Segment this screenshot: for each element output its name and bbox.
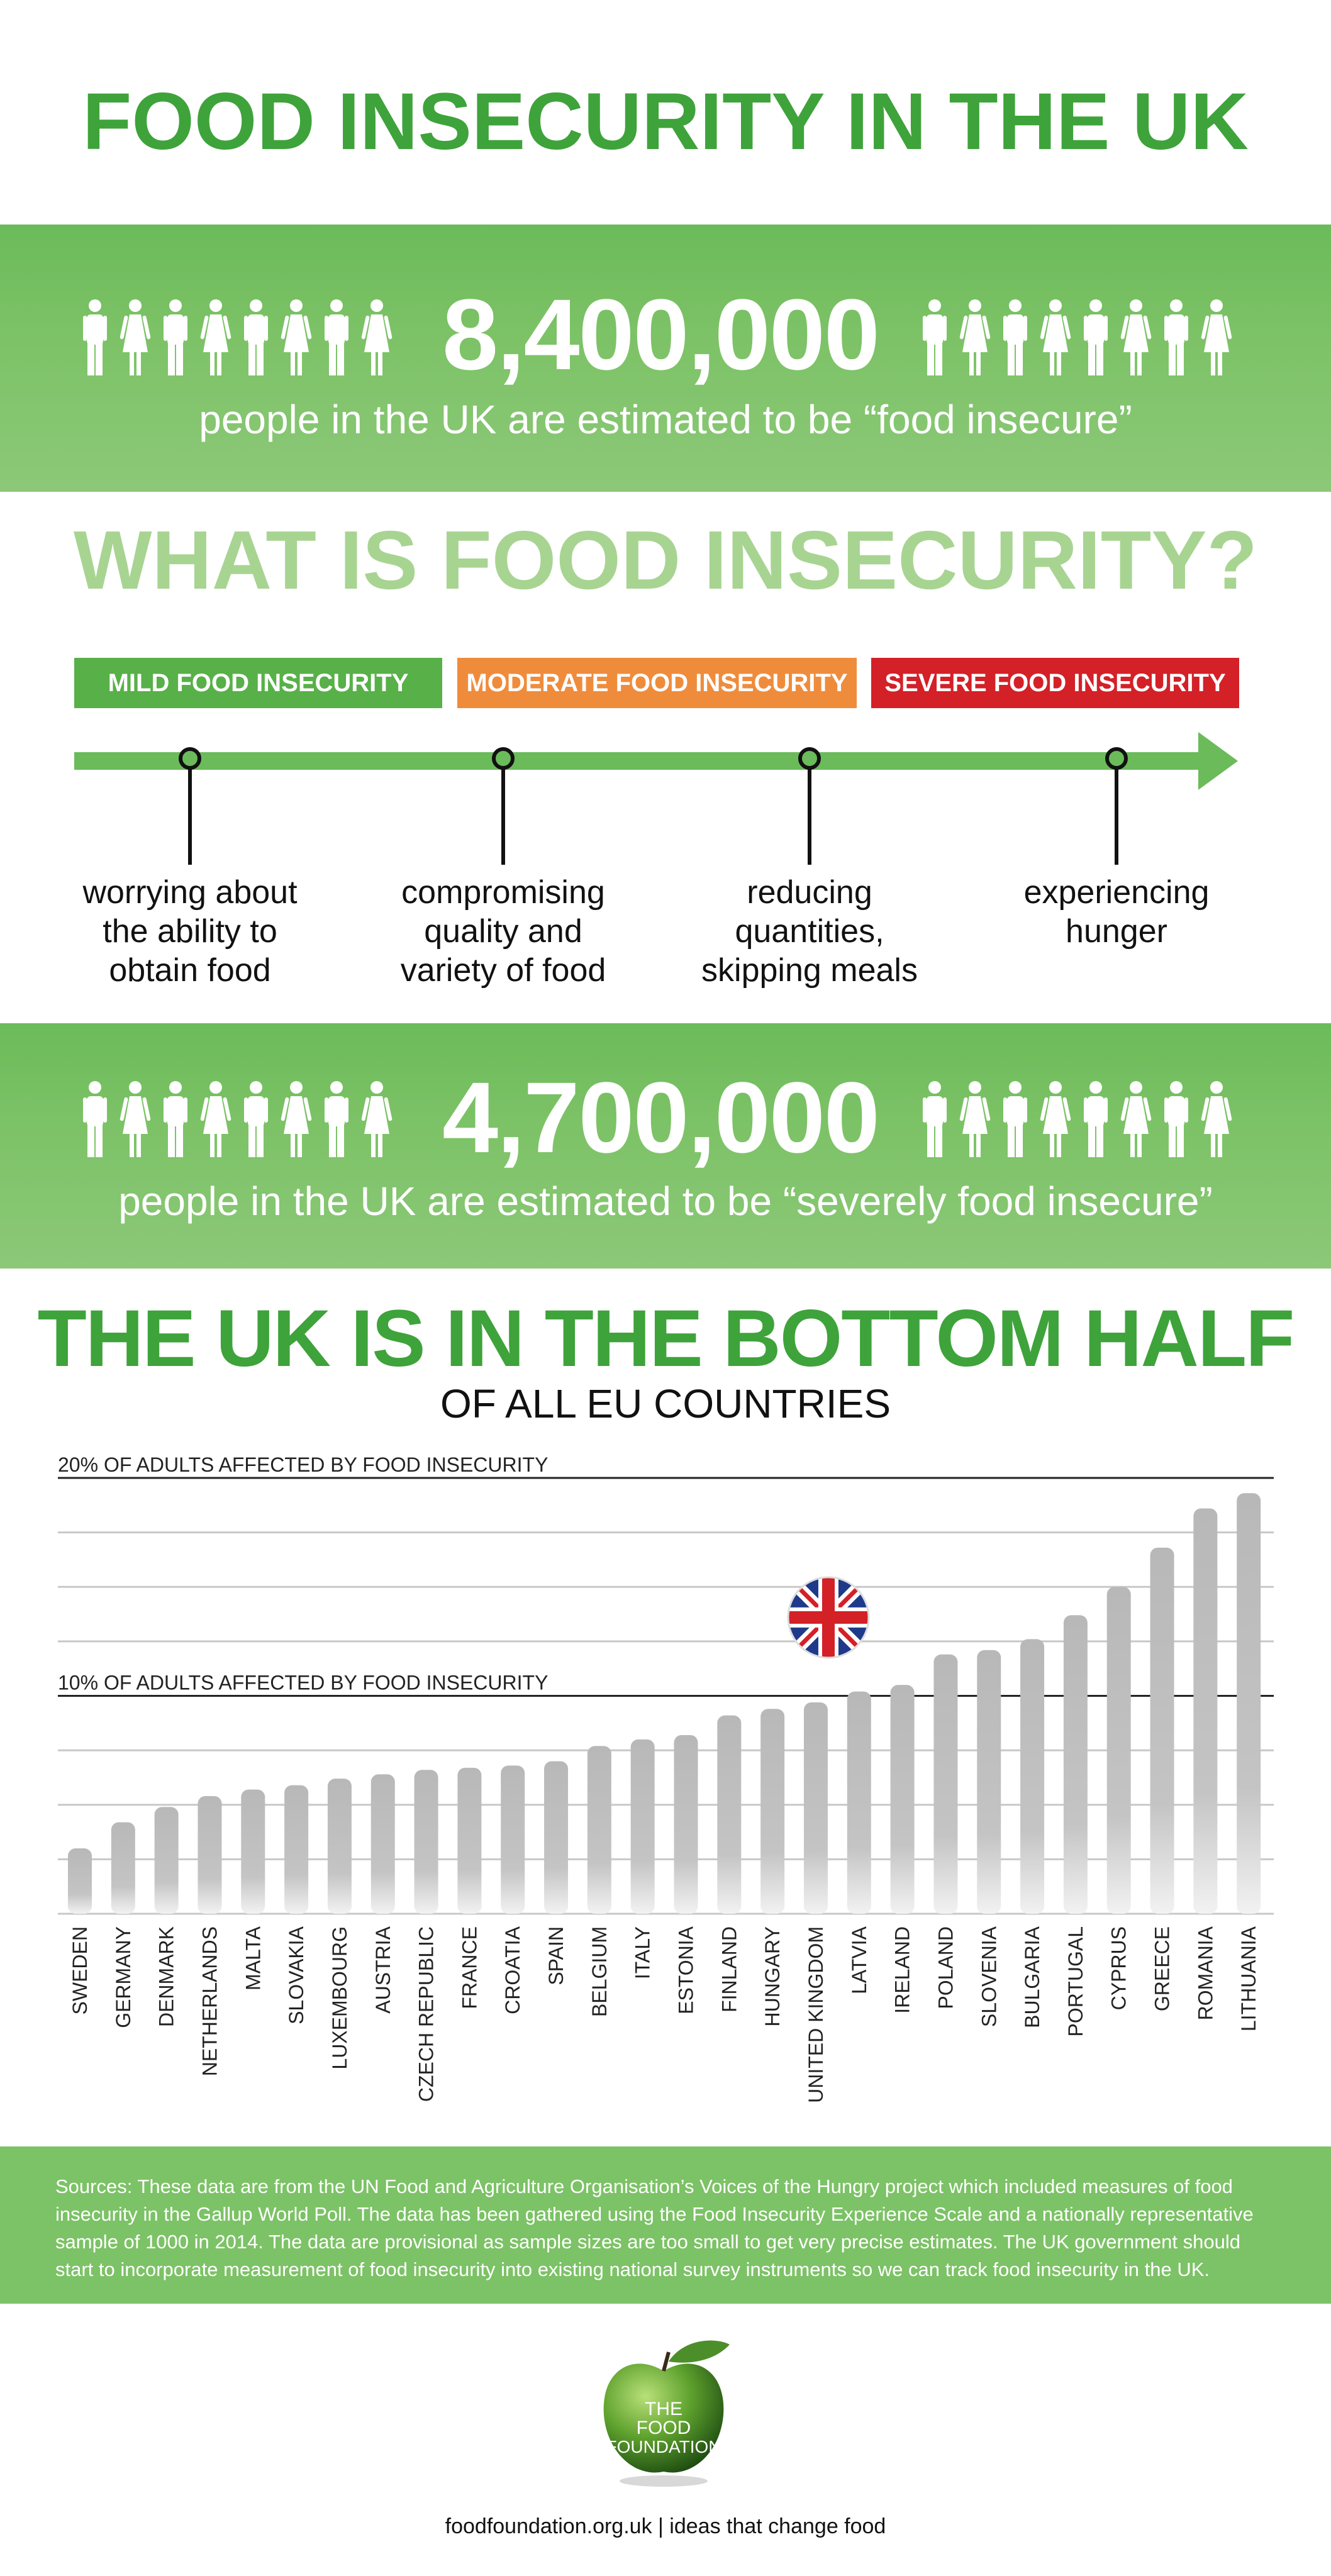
x-tick-label: SLOVENIA [977, 1926, 1001, 2028]
woman-icon [1040, 299, 1071, 375]
bar [68, 1848, 92, 1914]
x-tick-label: FINLAND [718, 1926, 741, 2012]
woman-icon [1201, 299, 1232, 375]
x-tick-label: LATVIA [847, 1926, 871, 1994]
man-icon [923, 1081, 947, 1157]
man-icon [244, 1081, 268, 1157]
bar [760, 1709, 784, 1914]
bar [371, 1774, 395, 1914]
what-title: WHAT IS FOOD INSECURITY? [73, 514, 1258, 606]
category-mild [74, 658, 442, 708]
man-icon [1084, 1081, 1108, 1157]
x-tick-label: ITALY [631, 1926, 654, 1980]
woman-icon [1120, 1081, 1152, 1157]
people-icons-left-1 [79, 299, 399, 377]
category-moderate [457, 658, 857, 708]
man-icon [244, 299, 268, 375]
x-tick-label: BULGARIA [1021, 1926, 1044, 2028]
bar [933, 1655, 957, 1914]
x-tick-label: CROATIA [501, 1926, 525, 2014]
bar [1237, 1493, 1261, 1914]
stage-3-line3: skipping meals [701, 952, 918, 989]
category-severe-label: SEVERE FOOD INSECURITY [884, 669, 1226, 697]
man-icon [1003, 299, 1027, 375]
stage-3-description [677, 873, 942, 990]
bar [501, 1765, 525, 1914]
stage-1-marker [181, 749, 199, 768]
stat2-number: 4,700,000 [442, 1061, 879, 1174]
bar [1193, 1509, 1217, 1914]
man-icon [1164, 299, 1188, 375]
stat2-caption: people in the UK are estimated to be “severely food insecure” [118, 1179, 1213, 1224]
stage-1-line3: obtain food [109, 952, 271, 989]
stage-3-marker [800, 749, 819, 768]
woman-icon [361, 1081, 393, 1157]
stage-4-marker [1107, 749, 1126, 768]
x-tick-label: CZECH REPUBLIC [415, 1926, 438, 2102]
scale-arrow-head [1198, 732, 1238, 790]
woman-icon [120, 299, 151, 375]
bar [328, 1779, 352, 1914]
stage-4-description [984, 873, 1249, 951]
man-icon [83, 1081, 107, 1157]
people-icons-right-1 [918, 299, 1239, 377]
woman-icon [1040, 1081, 1071, 1157]
woman-icon [959, 299, 991, 375]
x-tick-label: LITHUANIA [1237, 1926, 1261, 2032]
bar [415, 1770, 438, 1914]
man-icon [1003, 1081, 1027, 1157]
x-tick-label: SPAIN [545, 1926, 568, 1985]
man-icon [923, 299, 947, 375]
stage-3-line2: quantities, [735, 913, 884, 950]
man-icon [164, 299, 187, 375]
stage-1-line2: the ability to [103, 913, 277, 950]
woman-icon [1201, 1081, 1232, 1157]
x-tick-label: DENMARK [155, 1926, 178, 2028]
x-tick-label: FRANCE [458, 1926, 481, 2009]
x-tick-label: ESTONIA [674, 1926, 698, 2014]
bar [198, 1796, 221, 1914]
x-tick-label: GREECE [1150, 1926, 1174, 2012]
leaf-icon [669, 2340, 730, 2362]
page-title: FOOD INSECURITY IN THE UK [82, 77, 1249, 167]
x-tick-label: ROMANIA [1194, 1926, 1217, 2021]
x-tick-label: CYPRUS [1107, 1926, 1130, 2011]
woman-icon [120, 1081, 151, 1157]
reference-label: 20% OF ADULTS AFFECTED BY FOOD INSECURITY [58, 1453, 549, 1476]
woman-icon [200, 299, 231, 375]
bar [241, 1789, 265, 1914]
woman-icon [281, 1081, 312, 1157]
x-tick-label: SWEDEN [69, 1926, 91, 2015]
woman-icon [1120, 299, 1152, 375]
stat1-number: 8,400,000 [442, 278, 879, 391]
logo-text-food: FOOD [636, 2418, 691, 2438]
bar-chart [0, 1440, 1331, 2138]
scale-arrow-shaft [74, 752, 1206, 770]
bar [284, 1785, 308, 1914]
stage-4-line2: hunger [1066, 913, 1167, 950]
x-tick-label: MALTA [242, 1926, 265, 1990]
logo-text-foundation: FOUNDATION [606, 2437, 721, 2457]
reference-label: 10% OF ADULTS AFFECTED BY FOOD INSECURITY [58, 1671, 549, 1694]
man-icon [164, 1081, 187, 1157]
bar [631, 1740, 655, 1914]
sources-text: Sources: These data are from the UN Food and Agriculture Organisation’s Voices of the Hungry project which included measures of food insecurity in the Gallup World Poll. The data has been gathered using the Food Insecurity Experience Scale and a nationally representative sample of 1000 in 2014. The data are provisional as sample sizes are too small to get very precise estimates. The UK government should start to incorporate measurement of food insecurity into existing national survey instruments so we can track food insecurity in the UK. [55, 2175, 1254, 2280]
man-icon [83, 299, 107, 375]
stage-4-line1: experiencing [1023, 874, 1210, 911]
stage-2-marker [494, 749, 513, 768]
woman-icon [959, 1081, 991, 1157]
uk-flag-icon [788, 1577, 869, 1658]
bar [1107, 1587, 1131, 1914]
woman-icon [281, 299, 312, 375]
x-tick-label: POLAND [934, 1926, 957, 2009]
bar [717, 1716, 741, 1914]
x-tick-label: IRELAND [891, 1926, 914, 2014]
bar [457, 1768, 481, 1914]
stat1-caption: people in the UK are estimated to be “food insecure” [199, 397, 1132, 442]
bar [588, 1746, 611, 1914]
bar [544, 1761, 568, 1914]
stage-2-line2: quality and [424, 913, 582, 950]
bar [1064, 1615, 1088, 1914]
woman-icon [361, 299, 393, 375]
man-icon [1084, 299, 1108, 375]
stage-2-line1: compromising [401, 874, 605, 911]
stem-icon [664, 2352, 669, 2371]
stage-1-line1: worrying about [82, 874, 298, 911]
x-tick-label: LUXEMBOURG [328, 1926, 351, 2070]
stage-2-description [371, 873, 635, 990]
woman-icon [200, 1081, 231, 1157]
x-tick-label: SLOVAKIA [285, 1926, 308, 2024]
x-tick-label: BELGIUM [588, 1926, 611, 2018]
man-icon [325, 299, 348, 375]
logo-text-the: THE [645, 2399, 682, 2419]
stage-3-line1: reducing [747, 874, 872, 911]
category-mild-label: MILD FOOD INSECURITY [108, 669, 409, 697]
x-tick-label: NETHERLANDS [198, 1926, 221, 2077]
footer-site: foodfoundation.org.uk | ideas that change food [445, 2514, 886, 2538]
x-tick-label: AUSTRIA [371, 1926, 394, 2014]
bar [1020, 1639, 1044, 1914]
bar [977, 1650, 1001, 1914]
category-severe [871, 658, 1239, 708]
x-tick-label: UNITED KINGDOM [804, 1926, 827, 2103]
man-icon [1164, 1081, 1188, 1157]
stage-2-line3: variety of food [400, 952, 606, 989]
bar [155, 1807, 179, 1914]
people-icons-right-2 [918, 1080, 1239, 1159]
x-tick-label: HUNGARY [761, 1926, 784, 2027]
stage-1-description [58, 873, 322, 990]
x-tick-label: PORTUGAL [1064, 1926, 1087, 2037]
severity-scale [0, 723, 1331, 874]
x-tick-label: GERMANY [111, 1926, 135, 2028]
bar [1150, 1548, 1174, 1914]
man-icon [325, 1081, 348, 1157]
food-foundation-logo [588, 2327, 745, 2490]
bar [674, 1735, 698, 1914]
category-moderate-label: MODERATE FOOD INSECURITY [466, 669, 848, 697]
bottom-subtitle: OF ALL EU COUNTRIES [440, 1381, 891, 1426]
bar [891, 1685, 915, 1914]
logo-shadow [620, 2475, 708, 2487]
bar [804, 1702, 828, 1914]
bar [847, 1692, 871, 1914]
bar [111, 1822, 135, 1914]
people-icons-left-2 [79, 1080, 399, 1159]
bottom-title: THE UK IS IN THE BOTTOM HALF [37, 1294, 1294, 1384]
